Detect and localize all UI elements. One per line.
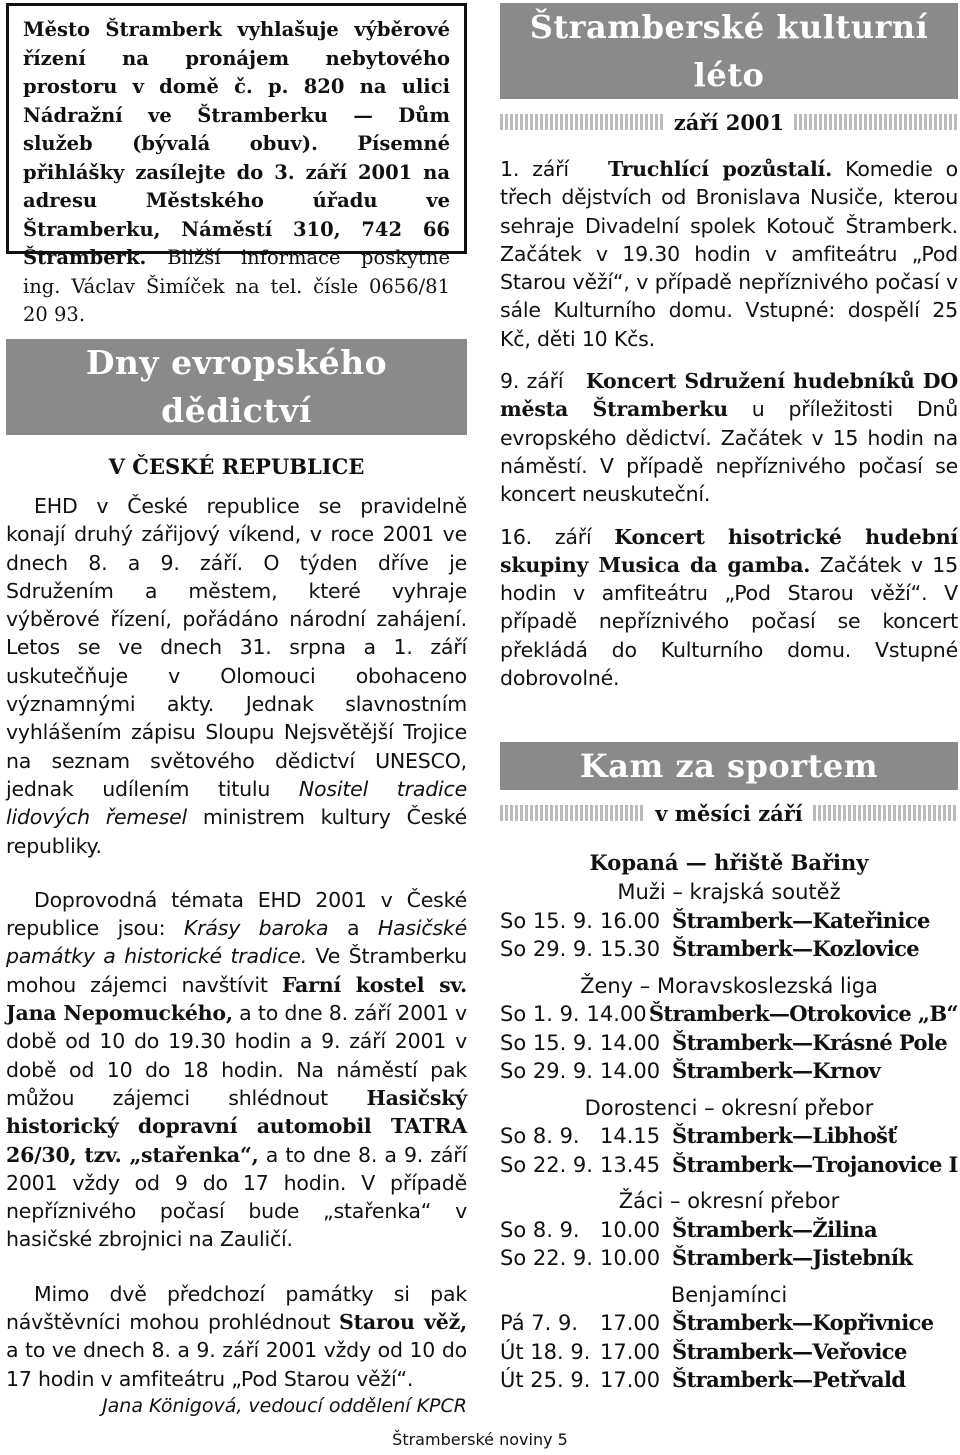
match-row: So 8. 9. 14.15 Štramberk—Libhošť bbox=[500, 1123, 897, 1149]
sport-banner: Kam za sportem bbox=[500, 742, 958, 790]
ehd-banner: Dny evropského dědictví bbox=[6, 339, 467, 435]
culture-event: 9. září Koncert Sdružení hudebníků DO města Štramberku u příležitosti Dnů evropského dědictví. Začátek v 15 hodin na náměstí. V případě nepříznivého počasí se koncert neuskuteční. bbox=[500, 369, 958, 507]
match-row: Út 18. 9. 17.00 Štramberk—Veřovice bbox=[500, 1338, 907, 1364]
sport-category: Muži – krajská soutěž bbox=[617, 880, 841, 905]
match-row: So 15. 9. 14.00 Štramberk—Krásné Pole bbox=[500, 1029, 948, 1055]
match-row: So 22. 9. 10.00 Štramberk—Jistebník bbox=[500, 1245, 913, 1271]
sport-category: Ženy – Moravskoslezská liga bbox=[580, 973, 878, 998]
right-column bbox=[500, 0, 958, 1395]
sport-venue: Kopaná — hřiště Bařiny bbox=[589, 850, 869, 876]
match-row: So 1. 9. 14.00 Štramberk—Otrokovice „B“ bbox=[500, 1001, 958, 1027]
sport-category: Dorostenci – okresní přebor bbox=[584, 1095, 874, 1120]
sport-schedule bbox=[500, 878, 958, 1395]
ehd-subtitle: V ČESKÉ REPUBLICE bbox=[108, 454, 365, 479]
culture-event: 1. září Truchlící pozůstalí. Komedie o třech dějstvích od Bronislava Nusiče, kterou sehraje Divadelní spolek Kotouč Štramberk. Začátek v 19.30 hodin v amfiteátru „Pod Starou věží“, v případě nepříznivého počasí v sále Kulturního domu. Vstupné: dospělí 25 Kč, děti 10 Kčs. bbox=[500, 157, 958, 351]
page-footer: Štramberské noviny 5 bbox=[392, 1430, 568, 1449]
match-row: Út 25. 9. 17.00 Štramberk—Petřvald bbox=[500, 1367, 906, 1393]
left-column bbox=[6, 0, 467, 1419]
ehd-paragraph-1: EHD v České republice se pravidelně konají druhý zářijový víkend, v roce 2001 ve dnech 8. a 9. září. O týden dříve je Sdružením a městem, které vyhraje výběrové řízení, pořádáno národní zahájení. Letos se ve dnech 31. srpna a 1. září uskutečňuje v Olomouci obohaceno významnými akty. Jednak slavnostním vyhlášením zápisu Sloupu Nejsvětější Trojice na seznam světového dědictví UNESCO, jednak udílením titulu Nositel tradice lidových řemesel ministrem kultury České republiky. bbox=[6, 494, 467, 858]
match-row: So 15. 9. 16.00 Štramberk—Kateřinice bbox=[500, 907, 930, 933]
culture-event-list bbox=[500, 155, 958, 692]
culture-month: září 2001 bbox=[673, 109, 785, 135]
match-row: Pá 7. 9. 17.00 Štramberk—Kopřivnice bbox=[500, 1310, 934, 1336]
ehd-paragraph-2: Doprovodná témata EHD 2001 v České republice jsou: Krásy baroka a Hasičské památky a historické tradice. Ve Štramberku mohou zájemci navštívit Farní kostel sv. Jana Nepomuckého, a to dne 8. září 2001 v době od 10 do 19.30 hodin a 9. září 2001 v době od 10 do 18 hodin. Na náměstí pak můžou zájemci shlédnout Hasičský historický dopravní automobil TATRA 26/30, tzv. „stařenka“, a to dne 8. a 9. září 2001 vždy od 9 do 17 hodin. V případě nepříznivého počasí bude „stařenka“ v hasičské zbrojnici na Zauličí. bbox=[6, 887, 468, 1252]
notice-bold-text: Město Štramberk vyhlašuje výběrové řízení na pronájem nebytového prostoru v domě č. p. 820 na ulici Nádražní ve Štramberku — Dům služeb (bývalá obuv). Písemné přihlášky zasílejte do 3. září 2001 na adresu Městského úřadu ve Štramberku, Náměstí 310, 742 66 Štramberk. bbox=[23, 18, 450, 269]
match-row: So 29. 9. 15.30 Štramberk—Kozlovice bbox=[500, 936, 920, 962]
culture-month-bar bbox=[500, 109, 958, 135]
match-row: So 8. 9. 10.00 Štramberk—Žilina bbox=[500, 1216, 877, 1242]
sport-category: Benjamínci bbox=[670, 1282, 788, 1307]
ehd-paragraph-3: Mimo dvě předchozí památky si pak návštěvníci mohou prohlédnout Starou věž, a to ve dnech 8. a 9. září 2001 vždy od 10 do 17 hodin v amfiteátru „Pod Starou věží“. bbox=[6, 1281, 467, 1391]
sport-category: Žáci – okresní přebor bbox=[618, 1189, 840, 1214]
rental-notice-box bbox=[6, 3, 467, 326]
sport-month: v měsíci září bbox=[655, 800, 803, 826]
culture-event: 16. září Koncert hisotrické hudební skupiny Musica da gamba. Začátek v 15 hodin v amfiteátru „Pod Starou věží“. V případě nepříznivého počasí se koncert překládá do Kulturního domu. Vstupné dobrovolné. bbox=[500, 524, 958, 691]
match-row: So 22. 9. 13.45 Štramberk—Trojanovice I bbox=[500, 1151, 958, 1177]
culture-banner: Štramberské kulturní léto bbox=[500, 3, 958, 99]
match-row: So 29. 9. 14.00 Štramberk—Krnov bbox=[500, 1058, 881, 1084]
signature: Jana Königová, vedoucí oddělení KPCR bbox=[102, 1394, 467, 1417]
notice-contact-text: Bližší informace poskytne ing. Václav Šimíček na tel. čísle 0656/81 20 93. bbox=[23, 246, 450, 326]
sport-month-bar bbox=[500, 800, 958, 826]
